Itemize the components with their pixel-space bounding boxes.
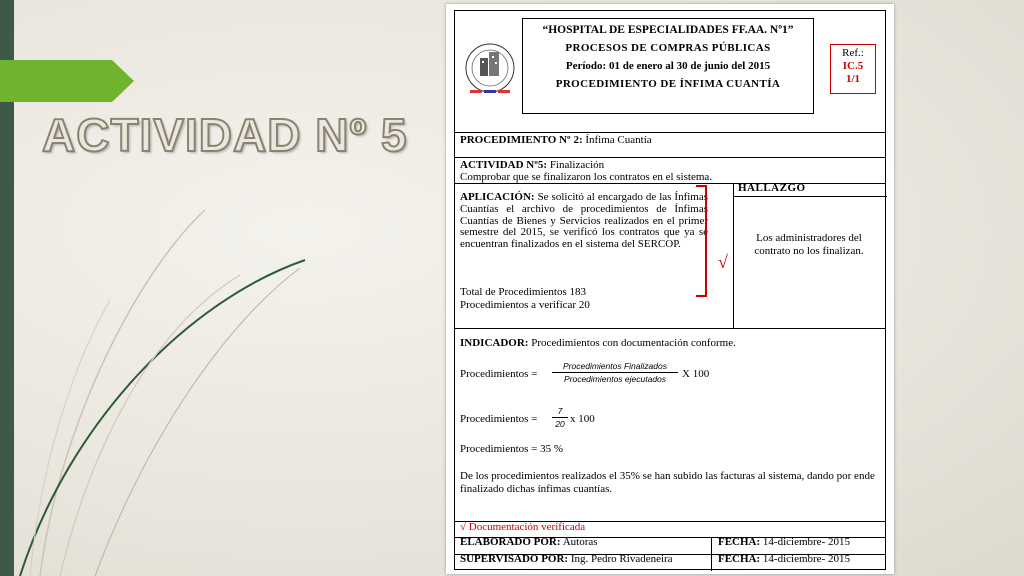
procedimiento-label: PROCEDIMIENTO Nº 2: <box>460 134 583 146</box>
indicador-conclusion: De los procedimientos realizados el 35% se han subido las facturas al sistema, dando por ende finalizado dichas ínfimas cuantías. <box>460 470 875 495</box>
formula1-numerator: Procedimientos Finalizados <box>552 361 678 373</box>
ref-page: 1/1 <box>845 73 861 85</box>
indicador-row <box>460 337 736 349</box>
formula1-denominator: Procedimientos ejecutados <box>563 374 667 384</box>
procedimientos-verificar: Procedimientos a verificar 20 <box>460 299 590 311</box>
green-arrow-tab <box>0 60 134 102</box>
indicador-result: Procedimientos = 35 % <box>460 443 564 455</box>
header-procedure: PROCEDIMIENTO DE ÍNFIMA CUANTÍA <box>555 78 781 90</box>
elaborado-fecha-label: FECHA: <box>718 536 761 548</box>
header-process: PROCESOS DE COMPRAS PÚBLICAS <box>565 42 771 54</box>
formula2-numerator: 7 <box>552 406 568 418</box>
supervisado-value: Ing. Pedro Rivadeneira <box>570 553 673 565</box>
procedimiento-value: Ínfima Cuantía <box>585 134 652 146</box>
formula2-prefix: Procedimientos = <box>460 413 538 425</box>
procedimiento-row <box>460 134 652 146</box>
hallazgo-text: Los administradores del contrato no los finalizan. <box>754 232 864 257</box>
supervisado-label: SUPERVISADO POR: <box>460 553 569 565</box>
supervisado-fecha-row <box>718 553 850 565</box>
supervisado-fecha: 14-diciembre- 2015 <box>762 553 850 565</box>
supervisado-fecha-label: FECHA: <box>718 553 761 565</box>
elaborado-label: ELABORADO POR: <box>460 536 561 548</box>
hallazgo-title: HALLAZGO <box>738 182 806 194</box>
formula2-suffix: x 100 <box>570 413 595 425</box>
elaborado-fecha: 14-diciembre- 2015 <box>762 536 850 548</box>
check-mark-icon: √ <box>718 252 728 272</box>
reference-box <box>830 44 876 94</box>
audit-document <box>446 4 894 574</box>
formula2-fraction <box>552 406 568 429</box>
hospital-seal-icon <box>458 42 522 96</box>
header-hospital-name: “HOSPITAL DE ESPECIALIDADES FF.AA. Nº1” <box>542 24 794 36</box>
actividad-row <box>460 159 604 171</box>
aplicacion-text <box>460 192 708 251</box>
formula1-fraction <box>552 361 678 384</box>
actividad-label: ACTIVIDAD Nº5: <box>460 159 548 171</box>
actividad-description: Comprobar que se finalizaron los contratos en el sistema. <box>460 171 713 183</box>
elaborado-row <box>460 536 598 548</box>
ref-label: Ref.: <box>842 47 864 59</box>
elaborado-fecha-row <box>718 536 850 548</box>
supervisado-row <box>460 553 673 565</box>
indicador-label: INDICADOR: <box>460 337 529 349</box>
red-bracket-mark <box>694 182 714 300</box>
legend-verified: √ Documentación verificada <box>460 521 586 533</box>
actividad-value: Finalización <box>549 159 605 171</box>
aplicacion-body: Se solicitó al encargado de las Ínfimas Cuantías el archivo de procedimientos de Ínfimas Cuantías de Bienes y Servicios realizados en el primer semestre del 2015, se verificó los contratos que ya se encuentran finalizados en el sistema del SERCOP. <box>460 191 709 251</box>
total-procedimientos: Total de Procedimientos 183 <box>460 286 587 298</box>
indicador-value: Procedimientos con documentación conforme. <box>531 337 736 349</box>
formula2-denominator: 20 <box>555 419 565 429</box>
slide-title: ACTIVIDAD Nº 5 <box>42 109 408 161</box>
aplicacion-label: APLICACIÓN: <box>460 191 535 203</box>
header-period: Período: 01 de enero al 30 de junio del 2015 <box>565 60 771 72</box>
elaborado-value: Autoras <box>562 536 598 548</box>
formula1-prefix: Procedimientos = <box>460 368 538 380</box>
formula1-suffix: X 100 <box>682 368 710 380</box>
ref-code: IC.5 <box>842 60 864 72</box>
document-header <box>522 18 814 114</box>
